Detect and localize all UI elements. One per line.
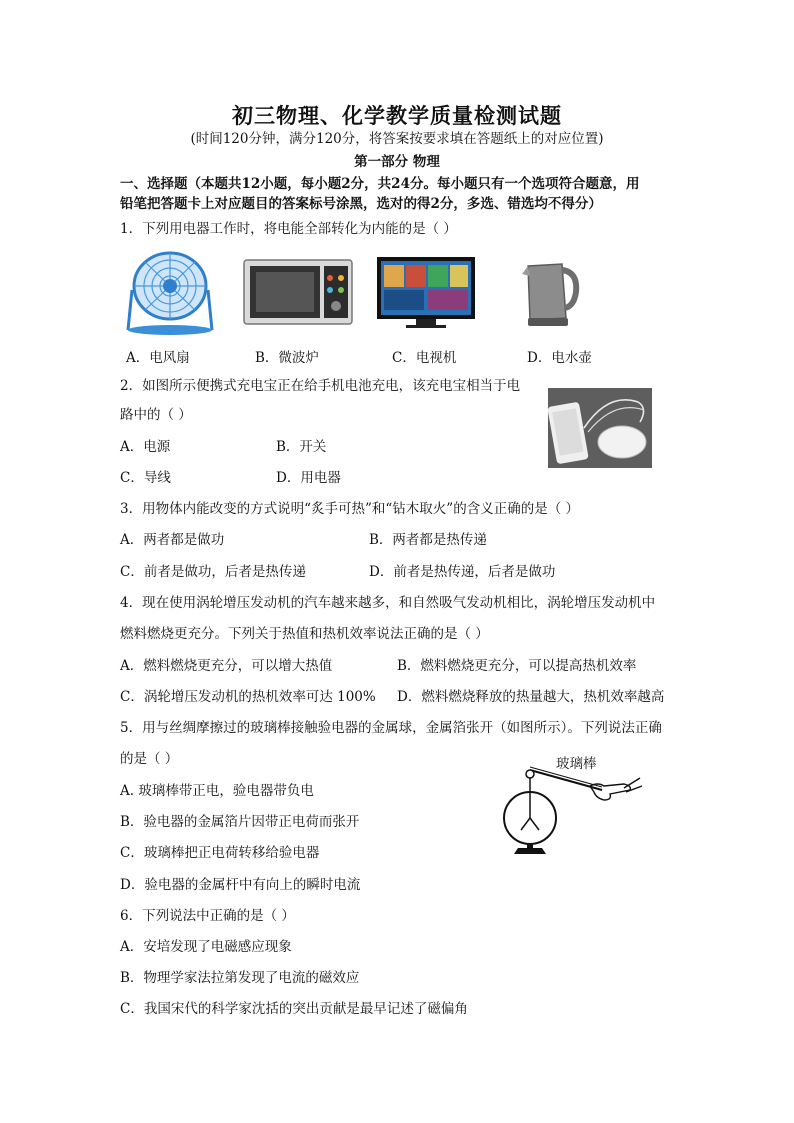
question-5-stem-line-2: 的是（ ） [120, 751, 179, 767]
q1-option-a[interactable]: A．电风扇 [126, 350, 190, 366]
q3-option-d[interactable]: D．前者是热传递，后者是做功 [369, 564, 556, 580]
tv-image [376, 256, 476, 330]
q5-option-a[interactable]: A. 玻璃棒带正电，验电器带负电 [120, 783, 314, 799]
q4-option-b[interactable]: B．燃料燃烧更充分，可以提高热机效率 [397, 658, 637, 674]
section-heading: 第一部分 物理 [354, 154, 440, 170]
q2-option-d[interactable]: D．用电器 [276, 470, 341, 486]
question-2-stem-line-2: 路中的（ ） [120, 407, 192, 423]
q3-option-c[interactable]: C．前者是做功，后者是热传递 [120, 564, 306, 580]
q1-option-c[interactable]: C．电视机 [392, 350, 457, 366]
powerbank-photo [548, 388, 652, 468]
q5-option-b[interactable]: B．验电器的金属箔片因带正电荷而张开 [120, 814, 360, 830]
q4-option-c[interactable]: C．涡轮增压发动机的热机效率可达 100% [120, 689, 376, 705]
q6-option-c[interactable]: C．我国宋代的科学家沈括的突出贡献是最早记述了磁偏角 [120, 1001, 468, 1017]
q3-option-b[interactable]: B．两者都是热传递 [369, 532, 487, 548]
q2-option-c[interactable]: C．导线 [120, 470, 171, 486]
electroscope-label: 玻璃棒 [556, 756, 597, 772]
q6-option-a[interactable]: A．安培发现了电磁感应现象 [120, 939, 292, 955]
q2-option-b[interactable]: B．开关 [276, 439, 327, 455]
electric-fan-image [124, 250, 216, 338]
instructions-line-2: 铅笔把答题卡上对应题目的答案标号涂黑，选对的得2分，多选、错选均不得分） [120, 196, 602, 212]
instructions-line-1: 一、选择题（本题共12小题，每小题2分，共24分。每小题只有一个选项符合题意，用 [120, 176, 640, 192]
question-3-stem: 3．用物体内能改变的方式说明“炙手可热”和“钻木取火”的含义正确的是（ ） [120, 501, 579, 517]
question-1-stem: 1．下列用电器工作时，将电能全部转化为内能的是（ ） [120, 221, 457, 237]
question-4-stem-line-1: 4．现在使用涡轮增压发动机的汽车越来越多，和自然吸气发动机相比，涡轮增压发动机中 [120, 595, 656, 611]
q6-option-b[interactable]: B．物理学家法拉第发现了电流的磁效应 [120, 970, 360, 986]
q3-option-a[interactable]: A．两者都是做功 [120, 532, 225, 548]
page-title: 初三物理、化学教学质量检测试题 [232, 103, 562, 128]
question-4-stem-line-2: 燃料燃烧更充分。下列关于热值和热机效率说法正确的是（ ） [120, 626, 489, 642]
q4-option-a[interactable]: A．燃料燃烧更充分，可以增大热值 [120, 658, 333, 674]
electroscope-diagram [500, 766, 644, 862]
q4-option-d[interactable]: D．燃料燃烧释放的热量越大，热机效率越高 [397, 689, 665, 705]
q1-option-d[interactable]: D．电水壶 [527, 350, 592, 366]
q5-option-c[interactable]: C．玻璃棒把正电荷转移给验电器 [120, 845, 320, 861]
exam-subtitle: (时间120分钟，满分120分，将答案按要求填在答题纸上的对应位置) [190, 131, 604, 147]
kettle-image [522, 258, 580, 328]
question-5-stem-line-1: 5．用与丝绸摩擦过的玻璃棒接触验电器的金属球，金属箔张开（如图所示）。下列说法正确 [120, 720, 662, 736]
question-2-stem-line-1: 2．如图所示便携式充电宝正在给手机电池充电，该充电宝相当于电 [120, 378, 521, 394]
question-6-stem: 6．下列说法中正确的是（ ） [120, 908, 295, 924]
microwave-image [242, 256, 354, 328]
q5-option-d[interactable]: D．验电器的金属杆中有向上的瞬时电流 [120, 877, 361, 893]
q2-option-a[interactable]: A．电源 [120, 439, 171, 455]
q1-option-b[interactable]: B．微波炉 [255, 350, 319, 366]
